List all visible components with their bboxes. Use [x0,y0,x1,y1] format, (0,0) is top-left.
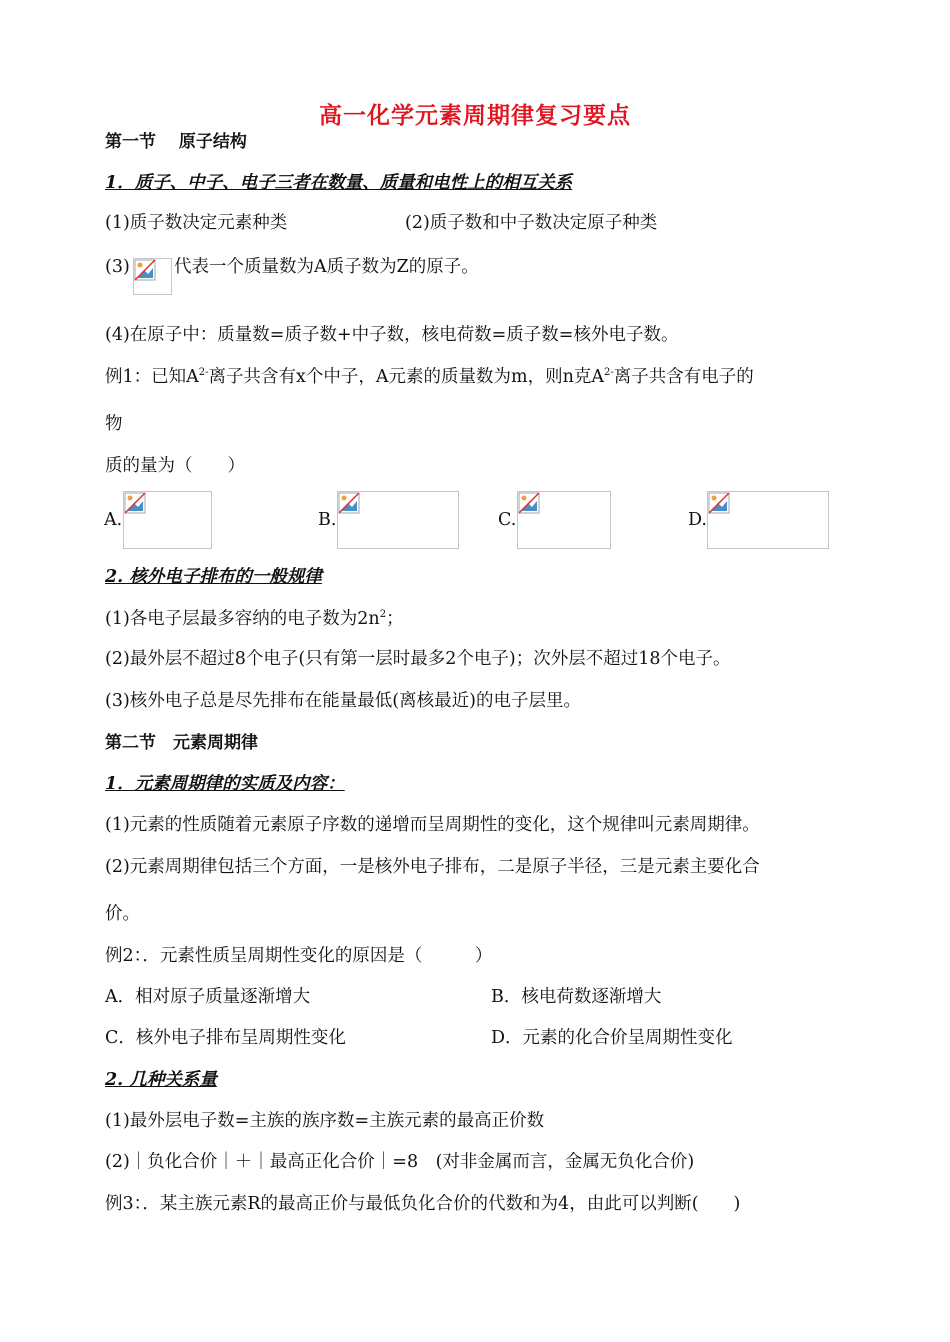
periodic-law-2: (2)元素周期律包括三个方面，一是核外电子排布，二是原子半径，三是元素主要化合 [105,857,760,877]
option-a-label: A. [104,510,123,530]
broken-image-icon [124,492,146,514]
option-b-label: B. [318,510,337,530]
example-2-option-c: C．核外电子排布呈周期性变化 [105,1028,346,1048]
periodic-law-1: (1)元素的性质随着元素原子序数的递增而呈周期性的变化，这个规律叫元素周期律。 [105,815,760,835]
broken-image-icon [134,259,156,281]
option-a-image [123,491,212,549]
option-c-image [517,491,611,549]
rule-3-prefix: (3) [105,257,130,277]
periodic-law-2-wrap: 价。 [105,904,140,924]
option-d-image [707,491,829,549]
isotope-notation-image [133,258,172,295]
example-2-option-b: B．核电荷数逐渐增大 [491,987,662,1007]
example-1-wrap: 物 [105,414,123,434]
broken-image-icon [518,492,540,514]
section-1-subheading-1: 1．质子、中子、电子三者在数量、质量和电性上的相互关系 [105,173,573,193]
rule-4: (4)在原子中：质量数=质子数+中子数，核电荷数=质子数=核外电子数。 [105,325,679,345]
section-2-heading: 第二节 元素周期律 [105,733,258,753]
example-2-option-a: A．相对原子质量逐渐增大 [105,987,311,1007]
broken-image-icon [338,492,360,514]
option-c-label: C. [498,510,517,530]
rule-2: (2)质子数和中子数决定原子种类 [405,213,658,233]
example-1: 例1：已知$A^{2-}$离子共含有x个中子，A元素的质量数为m，则n克$A^{2-}$离子共含有电子的 [105,367,754,387]
example-1-question: 质的量为（ ） [105,456,245,476]
electron-rule-3: (3)核外电子总是尽先排布在能量最低(离核最近)的电子层里。 [105,691,581,711]
section-2-subheading-2: 2. 几种关系量 [105,1070,217,1090]
electron-rule-1: (1)各电子层最多容纳的电子数为$2n^2$； [105,609,404,629]
relation-2: (2)｜负化合价｜＋｜最高正化合价｜=8 (对非金属而言，金属无负化合价) [105,1152,695,1172]
example-2: 例2：．元素性质呈周期性变化的原因是（ ） [105,946,493,966]
option-d-label: D. [688,510,707,530]
option-b-image [337,491,459,549]
broken-image-icon [708,492,730,514]
rule-1: (1)质子数决定元素种类 [105,213,288,233]
example-3: 例3：．某主族元素R的最高正价与最低负化合价的代数和为4，由此可以判断( ) [105,1194,741,1214]
example-2-option-d: D．元素的化合价呈周期性变化 [491,1028,733,1048]
section-1-subheading-2: 2. 核外电子排布的一般规律 [105,567,322,587]
electron-rule-2: (2)最外层不超过8个电子(只有第一层时最多2个电子)；次外层不超过18个电子。 [105,649,731,669]
relation-1: (1)最外层电子数=主族的族序数=主族元素的最高正价数 [105,1111,545,1131]
section-1-heading: 第一节 原子结构 [105,132,247,152]
rule-3-text: 代表一个质量数为A质子数为Z的原子。 [174,257,479,277]
document-title: 高一化学元素周期律复习要点 [319,102,631,129]
section-2-subheading-1: 1．元素周期律的实质及内容： [105,774,345,794]
